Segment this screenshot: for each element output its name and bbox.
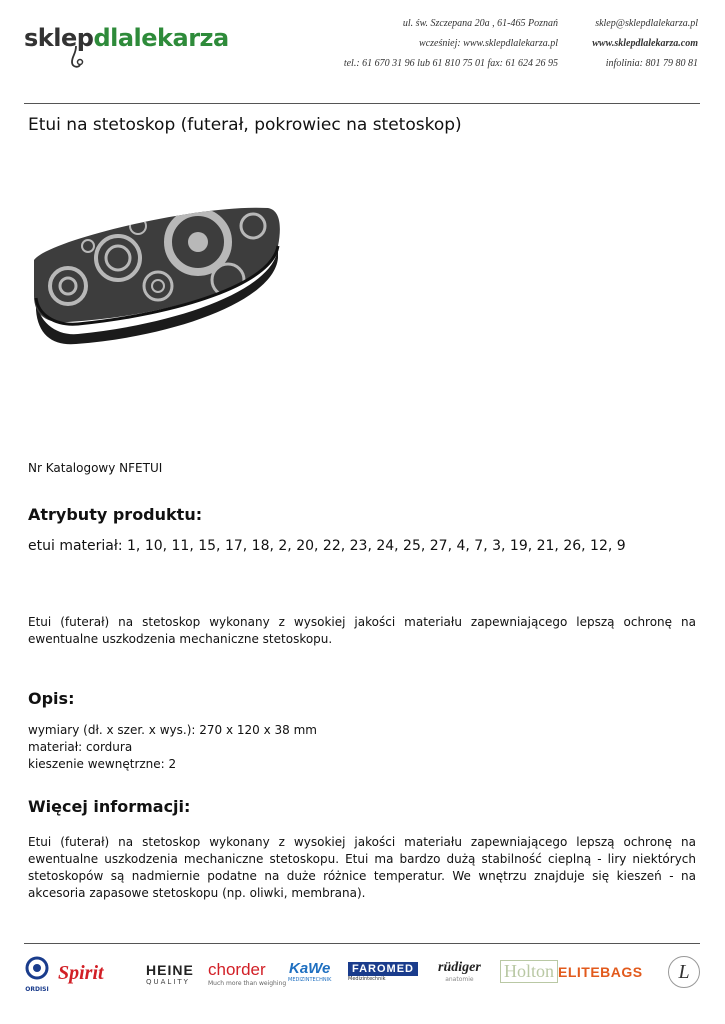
description-heading: Opis:	[28, 689, 75, 708]
brand-kawe[interactable]	[288, 960, 331, 983]
attributes-text: etui materiał: 1, 10, 11, 15, 17, 18, 2, 20, 22, 23, 24, 25, 27, 4, 7, 3, 19, 21, 26, 12, 9	[28, 538, 626, 554]
header-divider	[24, 103, 700, 104]
kawe-label: KaWe	[289, 960, 331, 977]
product-image	[28, 186, 288, 366]
heine-sub: QUALITY	[146, 978, 190, 986]
kawe-sub: MEDIZINTECHNIK	[288, 977, 332, 983]
brand-rudiger[interactable]	[438, 960, 481, 983]
rudiger-label: rüdiger	[438, 960, 481, 975]
more-info-heading: Więcej informacji:	[28, 797, 191, 816]
stethoscope-icon	[68, 46, 84, 72]
product-title: Etui na stetoskop (futerał, pokrowiec na stetoskop)	[28, 115, 462, 135]
rudiger-sub: anatomie	[445, 976, 474, 983]
brand-holton[interactable]: Holton	[500, 960, 558, 983]
ordisi-label: ORDISI	[25, 986, 49, 993]
logo-text-sklep: sklep	[24, 24, 94, 52]
chorder-label: chorder	[208, 960, 266, 979]
description-list	[28, 722, 317, 773]
brand-littmann[interactable]: L	[668, 956, 700, 988]
more-info-paragraph: Etui (futerał) na stetoskop wykonany z wysokiej jakości materiału zapewniającego lepszą ochronę na ewentualne uszkodzenia mechaniczne stetoskopu. Etui ma bardzo dużą stabilność cieplną - liry niektórych stetoskopów są nadmiernie podatne na duże różnice temperatur. We wnętrzu znajduje się kieszeń - na akcesoria zapasowe stetoskopu (np. oliwki, membrana).	[28, 835, 696, 900]
attributes-heading: Atrybuty produktu:	[28, 505, 203, 524]
brand-ordisi[interactable]	[22, 956, 52, 993]
brand-elitebags[interactable]: ELITEBAGS	[558, 964, 643, 980]
address-block	[344, 14, 558, 74]
online-contact-block	[592, 14, 698, 74]
email-link[interactable]: sklep@sklepdlalekarza.pl	[595, 18, 698, 29]
previous-url[interactable]: wcześniej: www.sklepdlalekarza.pl	[419, 38, 558, 49]
pockets-line: kieszenie wewnętrzne: 2	[28, 757, 177, 771]
brand-faromed[interactable]	[348, 962, 418, 982]
shop-logo[interactable]	[24, 24, 229, 52]
ordisi-logo-icon	[25, 956, 49, 982]
phone-numbers: tel.: 61 670 31 96 lub 61 810 75 01 fax: 61 624 26 95	[343, 58, 558, 69]
dimensions-line: wymiary (dł. x szer. x wys.): 270 x 120 x 38 mm	[28, 723, 317, 737]
brand-spirit[interactable]: Spirit	[58, 962, 104, 984]
faromed-sub: Medizintechnik	[348, 976, 386, 982]
intro-paragraph: Etui (futerał) na stetoskop wykonany z wysokiej jakości materiału zapewniającego lepszą ochronę na ewentualne uszkodzenia mechaniczne stetoskopu.	[28, 615, 696, 646]
logo-text-lekarza: lekarza	[133, 24, 229, 52]
infoline-number: infolinia: 801 79 80 81	[605, 58, 698, 69]
page-header	[24, 10, 700, 80]
brand-chorder[interactable]	[208, 960, 286, 987]
footer-divider	[24, 943, 700, 944]
brand-logos	[22, 952, 702, 1000]
website-link[interactable]: www.sklepdlalekarza.com	[592, 38, 698, 49]
heine-label: HEINE	[146, 962, 194, 978]
chorder-sub: Much more than weighing	[208, 980, 287, 987]
brand-heine[interactable]	[146, 962, 194, 986]
logo-text-dla: dla	[93, 24, 134, 52]
faromed-label: FAROMED	[348, 962, 418, 976]
catalog-number: Nr Katalogowy NFETUI	[28, 461, 163, 475]
material-line: materiał: cordura	[28, 740, 133, 754]
address-text: ul. św. Szczepana 20a , 61-465 Poznań	[402, 18, 558, 29]
